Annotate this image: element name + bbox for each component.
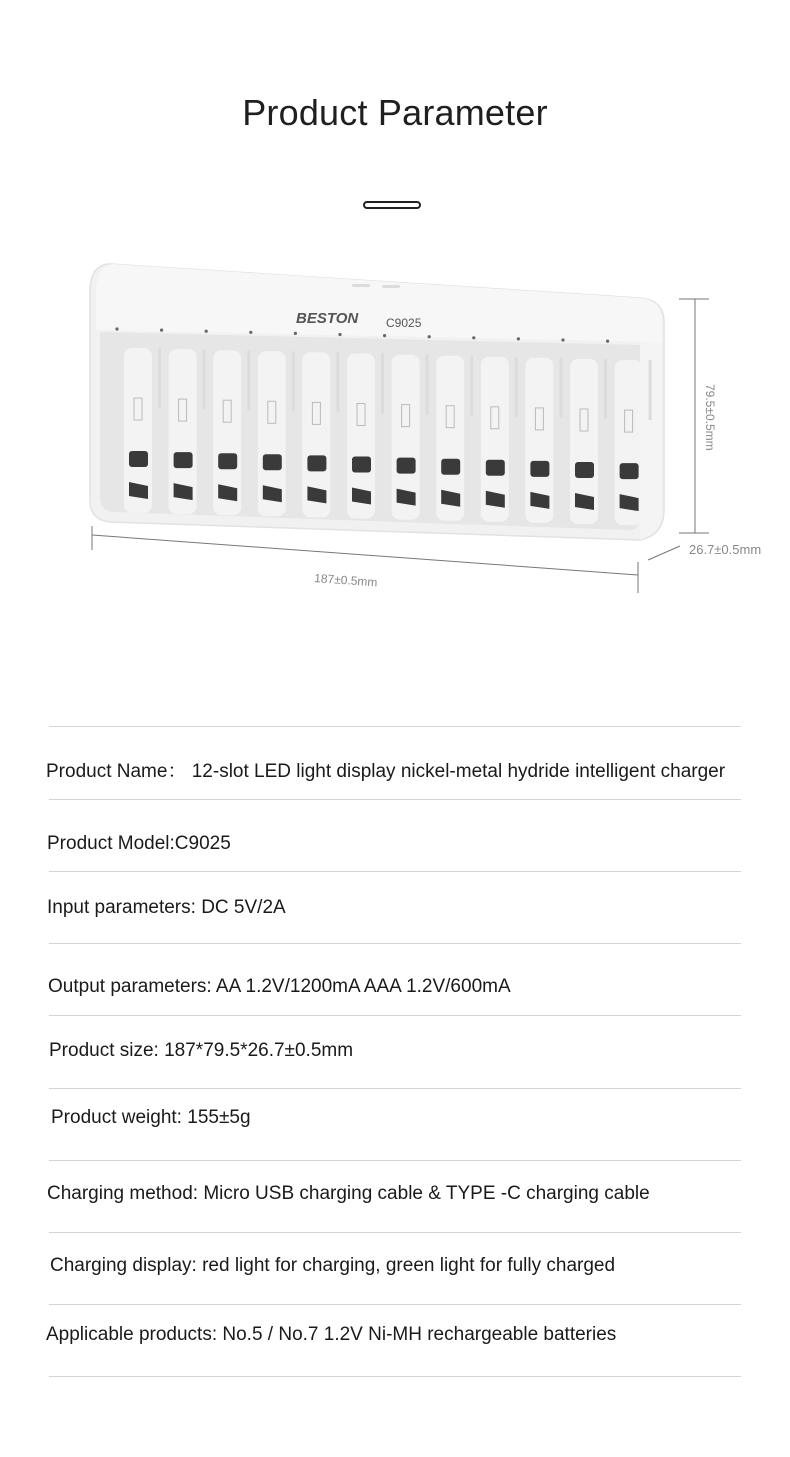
title-underline-decoration <box>363 201 421 209</box>
brand-logo: BESTON <box>296 310 359 327</box>
slot-divider <box>247 350 250 410</box>
charger-illustration <box>0 250 790 610</box>
spec-divider <box>49 1232 741 1233</box>
dimension-depth: 26.7±0.5mm <box>689 542 762 557</box>
spec-row-product-name <box>46 756 725 783</box>
spec-value: Micro USB charging cable & TYPE -C charging cable <box>198 1183 650 1204</box>
spec-label: Product size: <box>49 1040 159 1061</box>
slot-divider <box>203 349 206 409</box>
led-indicator <box>472 336 475 339</box>
spec-row-product-size <box>49 1040 353 1062</box>
spec-value: AA 1.2V/1200mA AAA 1.2V/600mA <box>211 976 511 997</box>
led-indicator <box>517 337 520 340</box>
upper-contact <box>486 460 505 476</box>
slot-divider <box>515 357 518 417</box>
spec-divider <box>49 943 741 944</box>
spec-label: Product Name： <box>46 761 187 782</box>
led-indicator <box>606 340 609 343</box>
spec-value: 155±5g <box>181 1107 251 1128</box>
dimension-height: 79.5±0.5mm <box>703 384 717 451</box>
slot-divider <box>381 354 384 414</box>
spec-divider <box>49 1160 741 1161</box>
upper-contact <box>129 451 148 467</box>
slot-divider <box>470 356 473 416</box>
slot-divider <box>426 355 429 415</box>
spec-divider <box>49 1015 741 1016</box>
spec-label: Applicable products: <box>46 1324 218 1345</box>
upper-contact <box>307 455 326 471</box>
spec-divider <box>49 871 741 872</box>
slot-divider <box>336 352 339 412</box>
spec-label: Charging display: <box>50 1255 197 1276</box>
spec-value: No.5 / No.7 1.2V Ni-MH rechargeable batteries <box>217 1324 617 1345</box>
charger-top-lip <box>96 264 662 342</box>
page-title: Product Parameter <box>242 92 548 133</box>
spec-divider <box>49 1376 741 1377</box>
led-indicator <box>160 329 163 332</box>
slot-divider <box>604 359 607 419</box>
spec-row-charging-method <box>47 1183 650 1205</box>
slot-divider <box>559 358 562 418</box>
spec-row-product-weight <box>51 1107 251 1129</box>
upper-contact <box>575 462 594 478</box>
upper-contact <box>620 463 639 479</box>
upper-contact <box>530 461 549 477</box>
led-indicator <box>294 332 297 335</box>
spec-value: 12-slot LED light display nickel-metal hydride intelligent charger <box>186 761 726 782</box>
spec-divider <box>49 726 741 727</box>
led-indicator <box>338 333 341 336</box>
led-indicator <box>115 327 118 330</box>
spec-label: Input parameters: <box>47 897 196 918</box>
upper-contact <box>218 453 237 469</box>
spec-value: 187*79.5*26.7±0.5mm <box>158 1040 354 1061</box>
led-indicator <box>205 330 208 333</box>
led-indicator <box>561 338 564 341</box>
led-indicator <box>249 331 252 334</box>
spec-row-input-parameters <box>47 897 286 919</box>
spec-row-output-parameters <box>48 976 511 998</box>
upper-contact <box>441 459 460 475</box>
spec-divider <box>49 1088 741 1089</box>
spec-row-applicable-products <box>46 1324 616 1346</box>
spec-value: DC 5V/2A <box>195 897 286 918</box>
spec-row-product-model <box>47 833 231 855</box>
spec-divider <box>49 799 741 800</box>
upper-contact <box>397 458 416 474</box>
spec-value: red light for charging, green light for fully charged <box>196 1255 616 1276</box>
upper-contact <box>263 454 282 470</box>
upper-contact <box>174 452 193 468</box>
spec-label: Product weight: <box>51 1107 182 1128</box>
spec-label: Charging method: <box>47 1183 199 1204</box>
slot-divider <box>292 351 295 411</box>
upper-contact <box>352 457 371 473</box>
spec-value: C9025 <box>174 833 231 854</box>
spec-label: Product Model: <box>47 833 175 854</box>
led-indicator <box>428 335 431 338</box>
spec-row-charging-display <box>50 1255 615 1277</box>
dimension-length: 187±0.5mm <box>313 571 378 590</box>
spec-label: Output parameters: <box>48 976 212 997</box>
model-label: C9025 <box>386 316 422 330</box>
led-indicator <box>383 334 386 337</box>
slot-divider <box>649 360 652 420</box>
spec-divider <box>49 1304 741 1305</box>
slot-divider <box>158 348 161 408</box>
